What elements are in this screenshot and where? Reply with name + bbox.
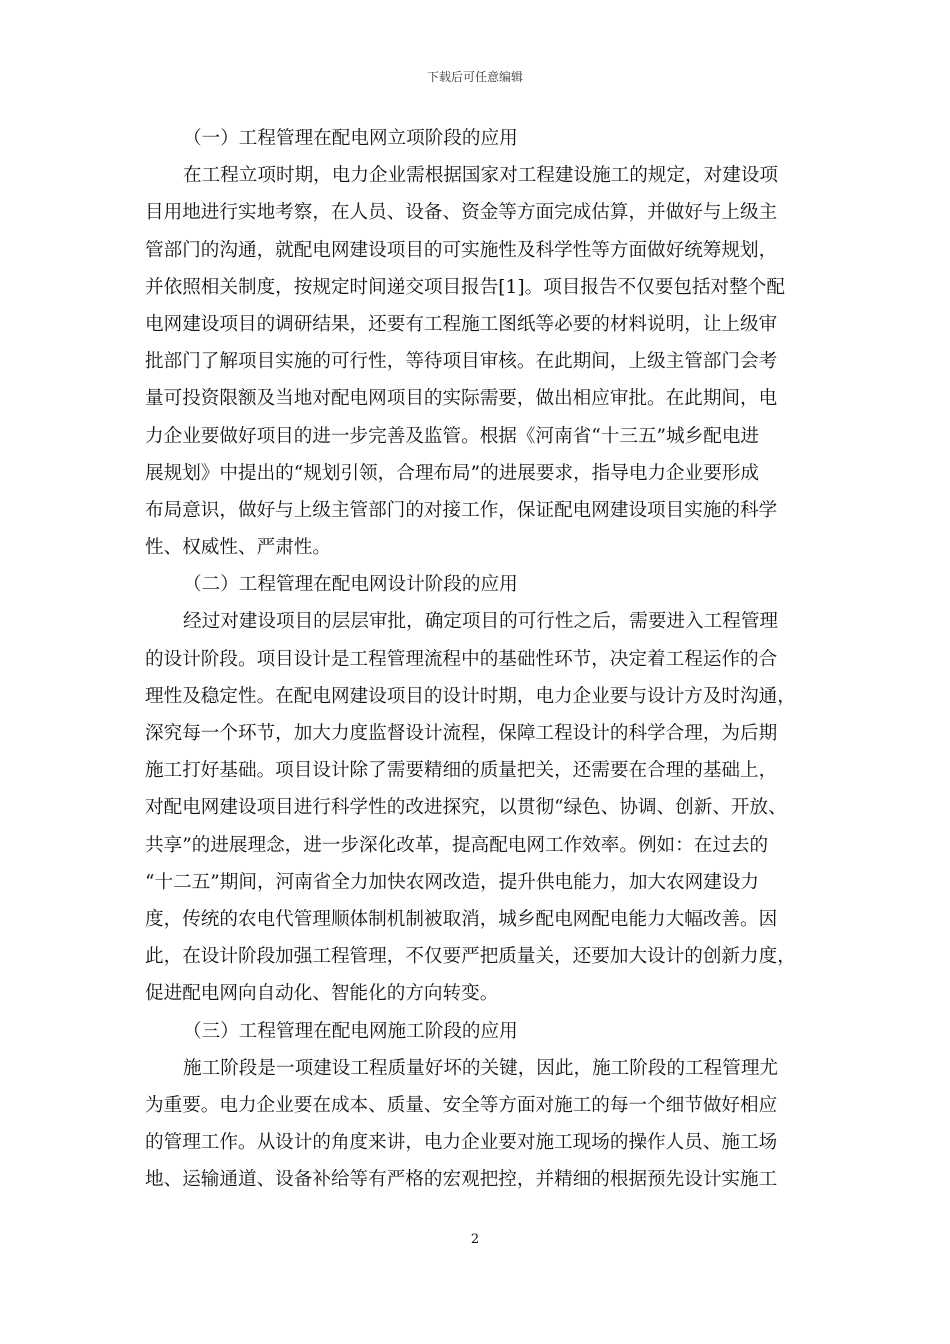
paragraph-line: 在工程立项时期，电力企业需根据国家对工程建设施工的规定，对建设项	[183, 165, 779, 187]
paragraph-line: 性、权威性、严肃性。	[145, 537, 331, 559]
paragraph-line: 电网建设项目的调研结果，还要有工程施工图纸等必要的材料说明，让上级审	[145, 313, 778, 335]
paragraph-line: 经过对建设项目的层层审批，确定项目的可行性之后，需要进入工程管理	[183, 611, 779, 633]
document-body	[145, 120, 815, 1198]
paragraph-line: 此，在设计阶段加强工程管理，不仅要严把质量关，还要加大设计的创新力度，	[145, 946, 796, 968]
paragraph-line: 对配电网建设项目进行科学性的改进探究，以贯彻“绿色、协调、创新、开放、	[145, 797, 787, 819]
paragraph-line: 目用地进行实地考察，在人员、设备、资金等方面完成估算，并做好与上级主	[145, 202, 778, 224]
paragraph-line: 并依照相关制度，按规定时间递交项目报告[1]。项目报告不仅要包括对整个配	[145, 276, 785, 298]
paragraph-line: 为重要。电力企业要在成本、质量、安全等方面对施工的每一个细节做好相应	[145, 1094, 778, 1116]
paragraph-line: 力企业要做好项目的进一步完善及监管。根据《河南省“十三五”城乡配电进	[145, 425, 760, 447]
paragraph-line: 管部门的沟通，就配电网建设项目的可实施性及科学性等方面做好统筹规划，	[145, 239, 778, 261]
page-number: 2	[470, 1232, 480, 1247]
paragraph-line: 展规划》中提出的“规划引领，合理布局”的进展要求，指导电力企业要形成	[145, 462, 760, 484]
paragraph-line: 度，传统的农电代管理顺体制机制被取消，城乡配电网配电能力大幅改善。因	[145, 908, 778, 930]
paragraph-line: 促进配电网向自动化、智能化的方向转变。	[145, 983, 499, 1005]
page-header: 下载后可任意编辑	[426, 70, 523, 84]
section-heading: （二）工程管理在配电网设计阶段的应用	[183, 574, 518, 596]
paragraph-line: 的设计阶段。项目设计是工程管理流程中的基础性环节，决定着工程运作的合	[145, 648, 778, 670]
paragraph-line: 共享”的进展理念，进一步深化改革，提高配电网工作效率。例如：在过去的	[145, 834, 769, 856]
paragraph-line: 的管理工作。从设计的角度来讲，电力企业要对施工现场的操作人员、施工场	[145, 1132, 778, 1154]
paragraph-line: 理性及稳定性。在配电网建设项目的设计时期，电力企业要与设计方及时沟通，	[145, 685, 796, 707]
paragraph-line: 地、运输通道、设备补给等有严格的宏观把控，并精细的根据预先设计实施工	[145, 1169, 778, 1191]
paragraph-line: 批部门了解项目实施的可行性，等待项目审核。在此期间，上级主管部门会考	[145, 351, 778, 373]
section-heading: （三）工程管理在配电网施工阶段的应用	[183, 1020, 518, 1042]
paragraph-line: 施工打好基础。项目设计除了需要精细的质量把关，还需要在合理的基础上，	[145, 760, 778, 782]
section-heading: （一）工程管理在配电网立项阶段的应用	[183, 128, 518, 149]
paragraph-line: 量可投资限额及当地对配电网项目的实际需要，做出相应审批。在此期间，电	[145, 388, 778, 410]
paragraph-line: “十二五”期间，河南省全力加快农网改造，提升供电能力，加大农网建设力	[145, 871, 760, 893]
paragraph-line: 布局意识，做好与上级主管部门的对接工作，保证配电网建设项目实施的科学	[145, 499, 778, 521]
paragraph-line: 深究每一个环节，加大力度监督设计流程，保障工程设计的科学合理，为后期	[145, 723, 778, 744]
paragraph-line: 施工阶段是一项建设工程质量好坏的关键，因此，施工阶段的工程管理尤	[183, 1057, 779, 1079]
